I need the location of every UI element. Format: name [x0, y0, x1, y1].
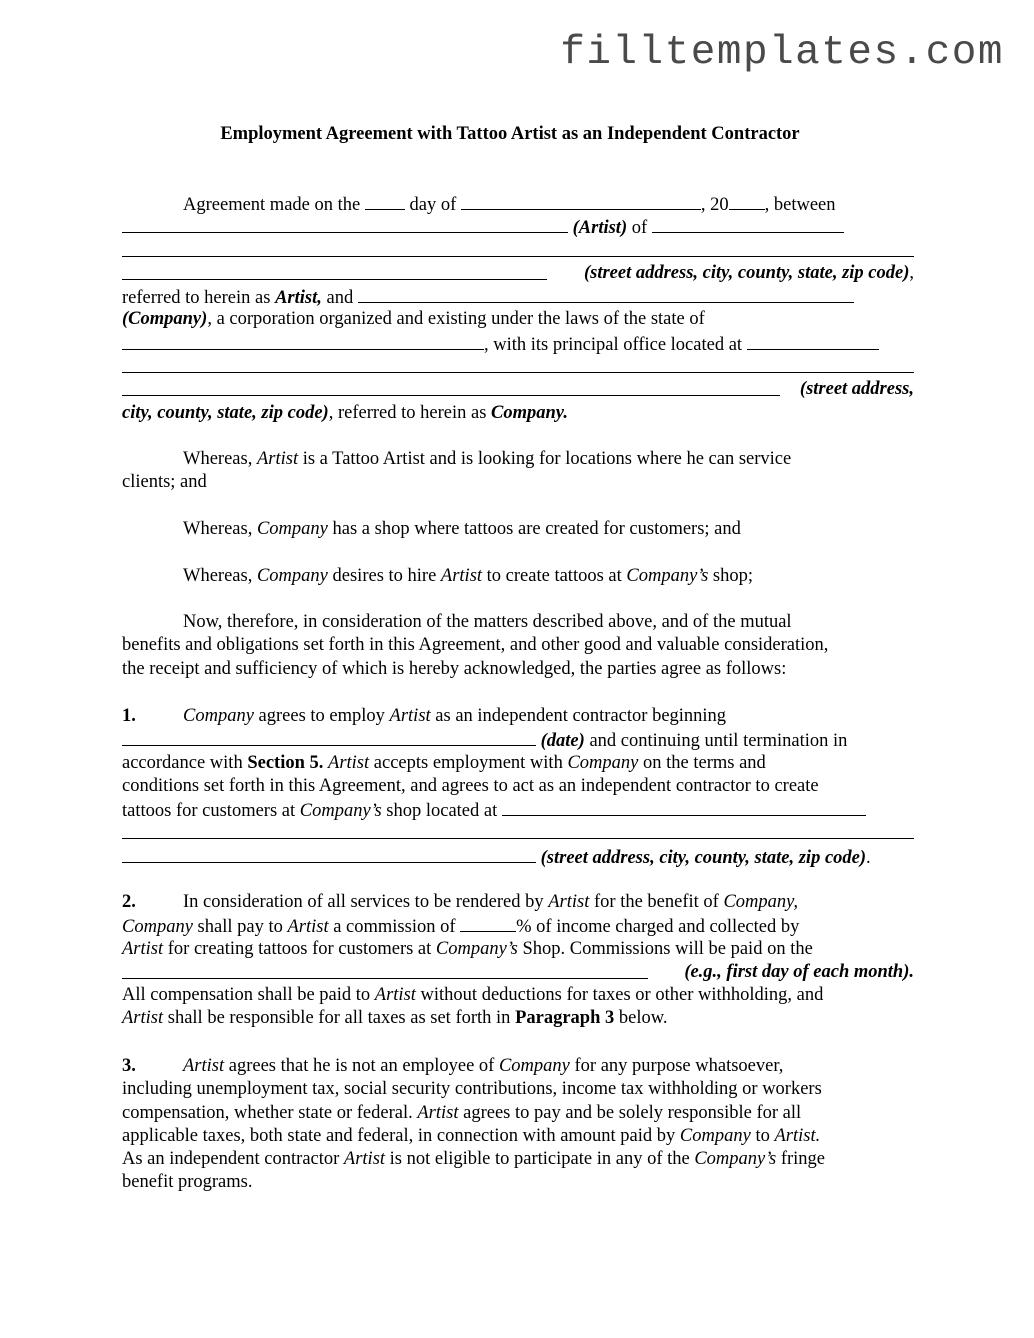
section-3: [122, 1055, 914, 1195]
artist-address-blank[interactable]: [122, 262, 547, 280]
text-s3-b: agrees that he is not an employee of: [228, 1056, 495, 1076]
text-s3-k: Artist.: [774, 1125, 821, 1146]
text-intro-ref_artist: Artist,: [275, 288, 322, 309]
text-s3-n: is not eligible to participate in any of the: [389, 1149, 690, 1170]
text-intro-company: (Company): [122, 309, 208, 330]
text-s2-j: Artist: [122, 938, 164, 959]
commission-percent-blank[interactable]: [460, 914, 516, 932]
text-s1-c: Artist: [389, 706, 431, 726]
text-s2-l: Company’s: [435, 938, 518, 959]
text-whereas2-b: Company: [256, 519, 328, 539]
text-s1-m: tattoos for customers at: [122, 801, 296, 822]
shop-address-line[interactable]: [122, 821, 914, 839]
section-number: 1.: [122, 706, 136, 726]
text-s3-e: compensation, whether state or federal.: [122, 1102, 413, 1123]
section-number: 3.: [122, 1056, 136, 1076]
text-s3-q: benefit programs.: [122, 1172, 253, 1193]
text-whereas1-b: Artist: [256, 449, 299, 469]
text-now-l3: the receipt and sufficiency of which is hereby acknowledged, the parties agree as follows:: [122, 658, 787, 679]
text-s2-k: for creating tattoos for customers at: [167, 938, 432, 959]
text-intro-addr2b: city, county, state, zip code): [122, 402, 329, 423]
text-s2-d: Company,: [723, 892, 798, 912]
artist-name-blank[interactable]: [122, 215, 568, 233]
company-name-blank[interactable]: [358, 285, 854, 303]
text-s3-p: fringe: [780, 1149, 826, 1170]
text-intro-addr1_end: ,: [909, 262, 914, 283]
state-blank[interactable]: [122, 332, 484, 350]
text-s2-r: shall be responsible for all taxes as set forth in: [167, 1008, 511, 1029]
text-s2-b: Artist: [548, 892, 590, 912]
text-s2-q: Artist: [122, 1008, 164, 1029]
text-s1-g: Section 5.: [247, 752, 324, 773]
text-s3-a: Artist: [183, 1056, 225, 1076]
shop-location-blank[interactable]: [502, 798, 866, 816]
text-s2-i: % of income charged and collected by: [516, 917, 800, 938]
text-intro-addr1: (street address, city, county, state, zip code): [583, 262, 910, 283]
text-whereas3-a: Whereas,: [183, 566, 253, 586]
text-intro-l1c: , 20: [700, 195, 729, 215]
text-intro-addr2a: (street address,: [799, 379, 914, 400]
intro-paragraph: [122, 192, 914, 425]
principal-office-blank[interactable]: [747, 332, 879, 350]
text-s2-o: Artist: [374, 985, 416, 1006]
text-intro-artist: (Artist): [572, 218, 628, 239]
text-whereas3-e: to create tattoos at: [486, 566, 622, 586]
text-whereas3-g: shop;: [712, 566, 753, 586]
text-s1-end: .: [866, 847, 871, 868]
text-s1-b: agrees to employ: [258, 706, 385, 726]
text-intro-l1d: , between: [764, 195, 836, 215]
text-s1-j: Company: [567, 752, 639, 773]
text-s2-t: below.: [618, 1008, 668, 1029]
text-whereas3-b: Company: [256, 566, 328, 586]
text-intro-ref_and: and: [326, 288, 354, 309]
text-s1-k: on the terms and: [643, 752, 766, 773]
text-s2-g: Artist: [287, 917, 329, 938]
text-now-l2: benefits and obligations set forth in this Agreement, and other good and valuable consideration,: [122, 635, 829, 656]
text-s1-addr: (street address, city, county, state, zip code): [540, 847, 867, 868]
text-s2-f: shall pay to: [197, 917, 283, 938]
text-s3-m: Artist: [343, 1149, 386, 1170]
text-now-l1: Now, therefore, in consideration of the matters described above, and of the mutual: [183, 612, 792, 632]
text-intro-l1a: Agreement made on the: [183, 195, 361, 215]
text-s3-j: to: [755, 1125, 770, 1146]
text-s3-l2: including unemployment tax, social security contributions, income tax withholding or workers: [122, 1079, 822, 1100]
text-s1-n: Company’s: [299, 801, 382, 822]
text-intro-of: of: [631, 218, 648, 239]
text-s1-h: Artist: [328, 752, 370, 773]
text-intro-ref2: , referred to herein as: [328, 402, 487, 423]
text-intro-ref2_company: Company.: [491, 402, 568, 423]
year-blank[interactable]: [729, 192, 765, 210]
artist-address-line[interactable]: [122, 239, 914, 257]
text-intro-ref_a: referred to herein as: [122, 288, 271, 309]
text-s3-o: Company’s: [694, 1149, 777, 1170]
text-intro-l1b: day of: [409, 195, 457, 215]
text-s1-e: and continuing until termination in: [589, 731, 848, 752]
text-whereas1-d: clients; and: [122, 472, 207, 493]
text-intro-principal: , with its principal office located at: [484, 334, 743, 355]
text-s2-eg: (e.g., first day of each month).: [684, 961, 914, 982]
text-s2-e: Company: [122, 917, 193, 938]
text-s1-d: as an independent contractor beginning: [435, 706, 727, 726]
watermark-text: filltemplates.com: [560, 30, 1004, 76]
text-s3-c: Company: [498, 1056, 570, 1076]
text-s2-n: All compensation shall be paid to: [122, 985, 371, 1006]
text-s3-g: agrees to pay and be solely responsible for all: [463, 1102, 802, 1123]
text-s3-f: Artist: [417, 1102, 459, 1123]
text-s1-f: accordance with: [122, 752, 243, 773]
text-whereas3-c: desires to hire: [332, 566, 437, 586]
month-blank[interactable]: [461, 192, 701, 210]
text-s2-p: without deductions for taxes or other withholding, and: [420, 985, 824, 1006]
artist-of-blank[interactable]: [652, 215, 844, 233]
text-s1-date: (date): [540, 731, 585, 752]
whereas-artist-paragraph: [122, 448, 914, 495]
text-s2-m: Shop. Commissions will be paid on the: [522, 938, 813, 959]
text-s1-o: shop located at: [386, 801, 498, 822]
whereas-hire-paragraph: [122, 565, 914, 588]
section-1: [122, 705, 914, 868]
text-intro-corp: , a corporation organized and existing under the laws of the state of: [207, 309, 705, 330]
text-whereas2-a: Whereas,: [183, 519, 253, 539]
text-s3-l: As an independent contractor: [122, 1149, 340, 1170]
text-whereas1-a: Whereas,: [183, 449, 253, 469]
text-s1-i: accepts employment with: [373, 752, 563, 773]
text-s1-l: conditions set forth in this Agreement, and agrees to act as an independent contractor to create: [122, 775, 819, 796]
payment-schedule-blank[interactable]: [122, 961, 648, 979]
office-address-blank[interactable]: [122, 378, 780, 396]
text-s3-i: Company: [679, 1125, 751, 1146]
day-blank[interactable]: [365, 192, 405, 210]
section-number: 2.: [122, 892, 136, 912]
text-s3-d: for any purpose whatsoever,: [574, 1056, 784, 1076]
whereas-company-paragraph: [122, 518, 914, 541]
section-2: [122, 891, 914, 1031]
text-whereas2-c: has a shop where tattoos are created for customers; and: [332, 519, 741, 539]
text-s2-c: for the benefit of: [594, 892, 719, 912]
document-title: Employment Agreement with Tattoo Artist as an Independent Contractor: [220, 124, 800, 144]
consideration-paragraph: [122, 611, 914, 681]
text-s2-s: Paragraph 3: [515, 1008, 615, 1029]
start-date-blank[interactable]: [122, 728, 536, 746]
shop-address-blank[interactable]: [122, 845, 536, 863]
text-s2-h: a commission of: [333, 917, 456, 938]
office-address-line[interactable]: [122, 355, 914, 373]
text-whereas3-f: Company’s: [626, 566, 709, 586]
text-whereas3-d: Artist: [440, 566, 483, 586]
text-whereas1-c: is a Tattoo Artist and is looking for locations where he can service: [302, 449, 792, 469]
text-s3-h: applicable taxes, both state and federal, in connection with amount paid by: [122, 1125, 676, 1146]
text-s1-a: Company: [183, 706, 254, 726]
text-s2-a: In consideration of all services to be rendered by: [183, 892, 544, 912]
